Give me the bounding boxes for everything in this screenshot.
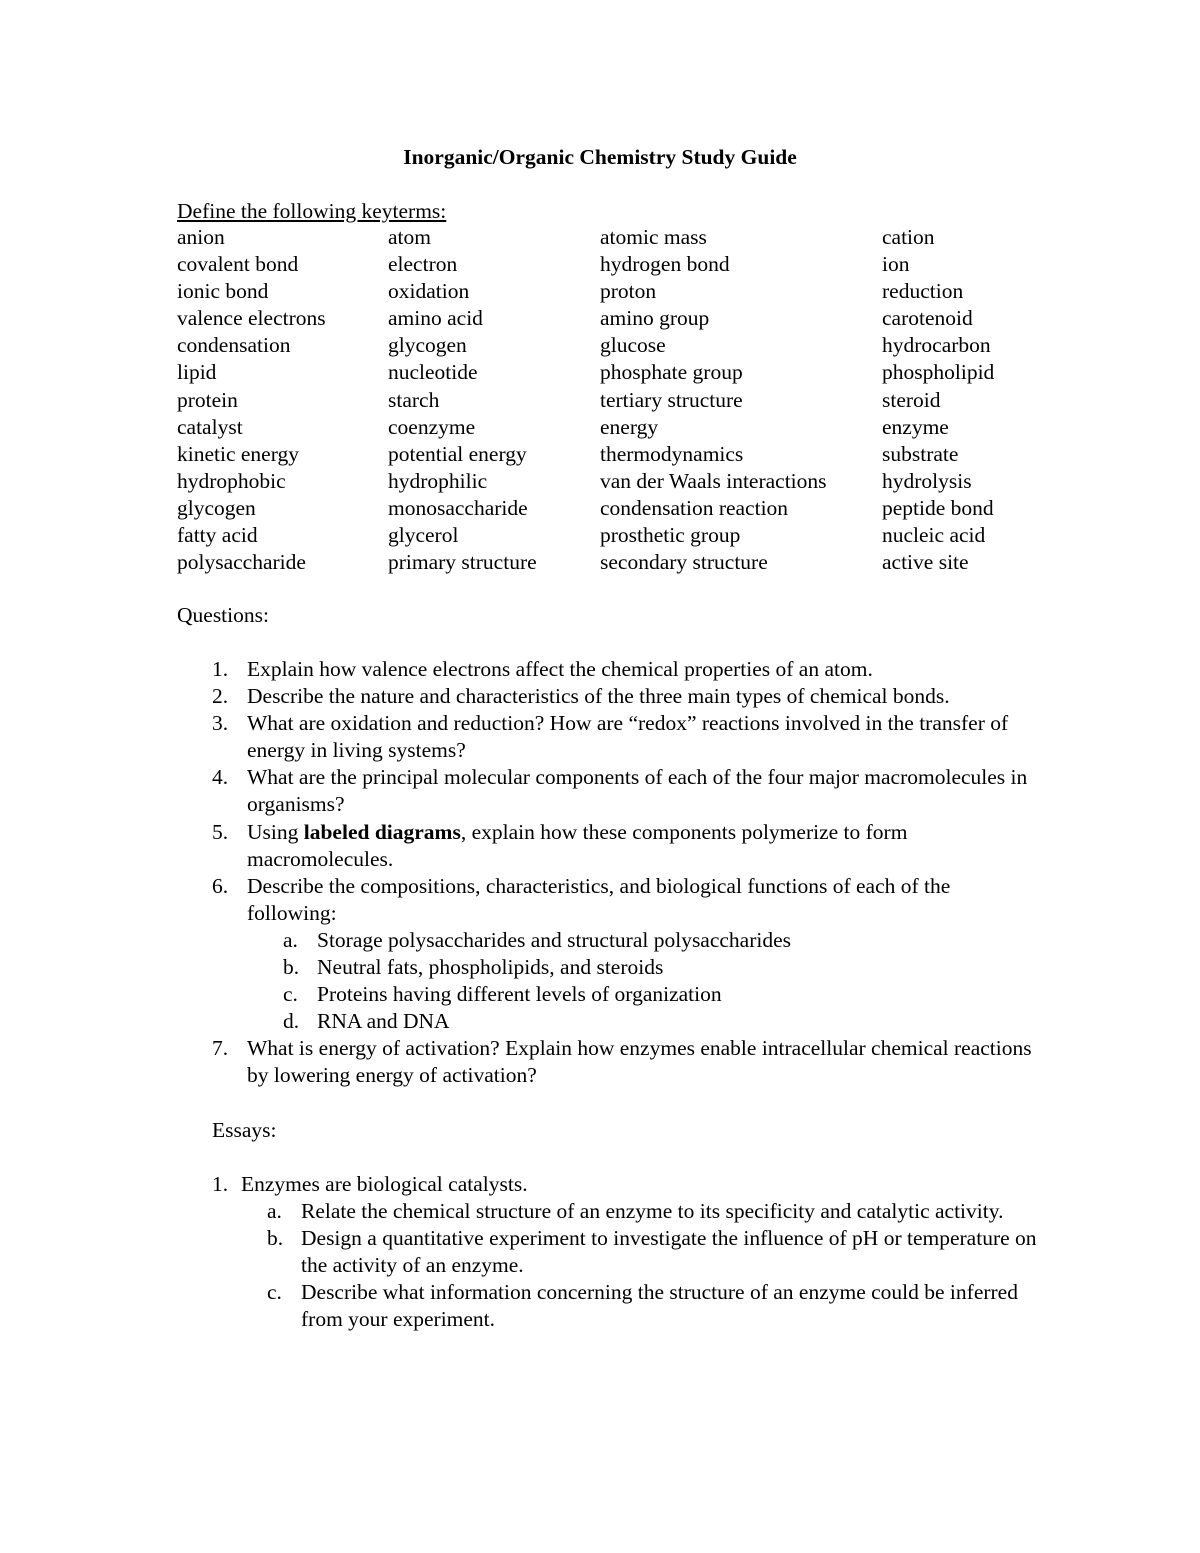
question-text: Explain how valence electrons affect the chemical properties of an atom. [247,657,873,681]
keyterm: covalent bond [177,252,299,277]
keyterm: steroid [882,387,941,412]
keyterm: condensation [177,333,291,358]
keyterm: glycerol [388,523,459,548]
question-text: Describe the compositions, characteristics, and biological functions of each of the following: [247,873,951,925]
keyterm: condensation reaction [600,495,789,520]
question-item [177,683,1037,710]
subitem-letter: c. [283,982,298,1007]
question-text: What are oxidation and reduction? How are “redox” reactions involved in the transfer of energy in living systems? [247,711,1009,763]
keyterms-row [177,414,1057,441]
keyterm: phosphate group [600,360,743,385]
subitem-text: RNA and DNA [317,1009,450,1034]
keyterm: hydrophilic [388,468,488,493]
keyterm: proton [600,279,657,304]
question-text: What is energy of activation? Explain how enzymes enable intracellular chemical reactions by lowering energy of activation? [247,1036,1032,1088]
question-number: 5. [212,819,229,844]
keyterm: coenzyme [388,414,476,439]
keyterms-row [177,359,1057,386]
question-subitem [177,981,1037,1008]
essay-text: Enzymes are biological catalysts. [241,1172,528,1196]
keyterm: ionic bond [177,279,269,304]
question-item [177,873,1037,927]
question-subitem [177,927,1037,954]
question-text-pre: Using [247,819,304,844]
keyterm: ion [882,252,910,277]
question-text-post: , explain how these components polymerize to form macromolecules. [247,819,908,871]
question-item [177,1035,1037,1089]
keyterm: prosthetic group [600,523,741,548]
keyterm: energy [600,414,659,439]
keyterm: hydrophobic [177,468,286,493]
keyterm: nucleotide [388,360,478,385]
keyterms-row [177,549,1057,576]
subitem-text: Storage polysaccharides and structural polysaccharides [317,927,792,952]
keyterm: polysaccharide [177,550,306,575]
keyterm: glucose [600,333,666,358]
question-number: 7. [212,1036,229,1061]
keyterm: glycogen [177,495,256,520]
question-number: 3. [212,711,229,736]
keyterm: peptide bond [882,495,994,520]
keyterm: lipid [177,360,217,385]
essay-subitem [177,1225,1037,1279]
question-subitem [177,954,1037,981]
keyterm: glycogen [388,333,467,358]
keyterm: starch [388,387,440,412]
keyterm: hydrogen bond [600,252,730,277]
keyterms-row [177,251,1057,278]
subitem-letter: b. [283,955,300,980]
subitem-text: Proteins having different levels of organization [317,982,722,1007]
question-text-bold: labeled diagrams [303,819,461,844]
essay-number: 1. [212,1172,229,1196]
keyterm: thermodynamics [600,441,744,466]
question-subitem [177,1008,1037,1035]
keyterms-row [177,522,1057,549]
keyterm: hydrolysis [882,468,972,493]
subitem-letter: a. [283,927,298,952]
keyterm: monosaccharide [388,495,528,520]
subitem-text: Design a quantitative experiment to investigate the influence of pH or temperature on the activity of an enzyme. [301,1226,1037,1278]
essay-subitem [177,1279,1037,1333]
keyterm: tertiary structure [600,387,743,412]
keyterm: nucleic acid [882,523,986,548]
keyterm: anion [177,225,225,249]
question-number: 2. [212,684,229,709]
subitem-letter: b. [267,1226,284,1251]
keyterm: atom [388,225,431,249]
keyterm: valence electrons [177,306,326,331]
essay-item [177,1171,1037,1198]
keyterm: potential energy [388,441,527,466]
keyterm: catalyst [177,414,243,439]
keyterms-row [177,387,1057,414]
keyterm: active site [882,550,969,575]
keyterm: substrate [882,441,959,466]
keyterm: hydrocarbon [882,333,991,358]
question-item [177,656,1037,683]
question-item [177,710,1037,764]
essays-heading: Essays: [212,1118,277,1142]
keyterm: secondary structure [600,550,768,575]
keyterm: oxidation [388,279,470,304]
question-number: 1. [212,657,229,681]
keyterm: van der Waals interactions [600,468,827,493]
keyterm: phospholipid [882,360,995,385]
keyterms-table [177,224,1057,576]
keyterm: amino acid [388,306,483,331]
question-item [177,764,1037,818]
essays-list [177,1171,1037,1334]
keyterms-row [177,495,1057,522]
keyterm: amino group [600,306,710,331]
keyterm: fatty acid [177,523,258,548]
subitem-text: Describe what information concerning the structure of an enzyme could be inferred from your experiment. [301,1280,1018,1332]
questions-list [177,656,1037,1090]
question-item [177,819,1037,873]
question-number: 4. [212,765,229,790]
subitem-text: Neutral fats, phospholipids, and steroids [317,955,664,980]
keyterm: reduction [882,279,964,304]
keyterm: protein [177,387,238,412]
questions-heading: Questions: [177,603,269,627]
keyterms-row [177,224,1057,251]
keyterms-row [177,305,1057,332]
keyterm: carotenoid [882,306,973,331]
keyterm: primary structure [388,550,537,575]
question-text: What are the principal molecular components of each of the four major macromolecules in organisms? [247,765,1028,817]
keyterm: electron [388,252,458,277]
terms-heading: Define the following keyterms: [177,199,447,223]
keyterm: enzyme [882,414,949,439]
keyterm: cation [882,225,935,249]
page-title: Inorganic/Organic Chemistry Study Guide [403,145,797,169]
keyterms-row [177,468,1057,495]
question-text: Describe the nature and characteristics of the three main types of chemical bonds. [247,684,950,709]
keyterms-row [177,278,1057,305]
keyterm: atomic mass [600,225,707,249]
keyterms-row [177,441,1057,468]
subitem-letter: c. [267,1280,282,1305]
subitem-letter: a. [267,1199,282,1224]
subitem-letter: d. [283,1009,300,1034]
subitem-text: Relate the chemical structure of an enzyme to its specificity and catalytic activity. [301,1199,1004,1224]
keyterms-row [177,332,1057,359]
question-number: 6. [212,873,229,898]
keyterm: kinetic energy [177,441,299,466]
essay-subitem [177,1198,1037,1225]
